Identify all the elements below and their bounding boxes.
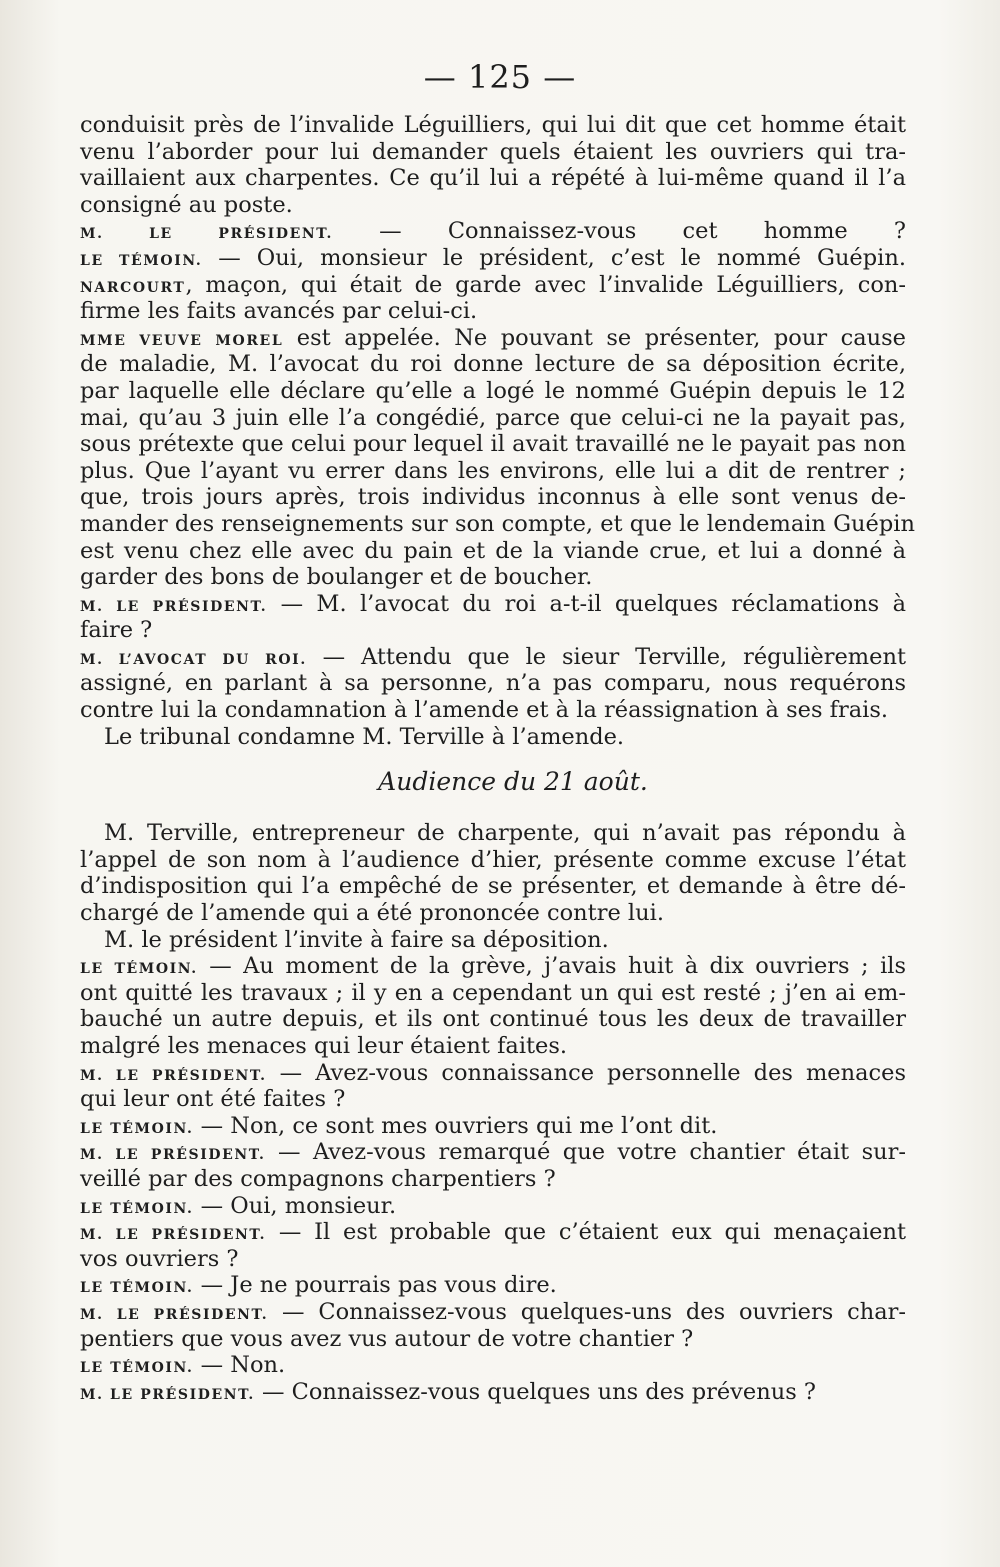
line-text: par laquelle elle déclare qu’elle a logé le nommé Guépin depuis le 12	[80, 377, 906, 404]
line-text: mai, qu’au 3 juin elle l’a congédié, parce que celui-ci ne la payait pas,	[80, 404, 906, 431]
line-text: consigné au poste.	[80, 191, 293, 218]
text-line	[80, 670, 906, 697]
line-text: — Connaissez-vous quelques-uns des ouvriers char-	[268, 1298, 906, 1325]
text-line	[80, 192, 906, 219]
speaker-label: M. LE PRÉSIDENT.	[80, 1386, 255, 1403]
line-text: — Au moment de la grève, j’avais huit à dix ouvriers ; ils	[197, 953, 907, 980]
line-text: malgré les menaces qui leur étaient faites.	[80, 1033, 568, 1059]
text-line	[80, 245, 906, 272]
text-line	[80, 1033, 906, 1060]
text-line	[80, 431, 906, 458]
text-line	[80, 1086, 906, 1113]
text-line	[80, 617, 906, 644]
text-line	[80, 1299, 906, 1326]
text-line	[80, 724, 906, 751]
speaker-label: LE TÉMOIN.	[80, 1120, 194, 1137]
line-text: — M. l’avocat du roi a-t-il quelques réclamations à	[267, 590, 906, 617]
line-text: — Non, ce sont mes ouvriers qui me l’ont dit.	[193, 1112, 718, 1139]
line-text: venu l’aborder pour lui demander quels étaient les ouvriers qui tra-	[80, 138, 906, 165]
line-text: — Oui, monsieur.	[193, 1192, 397, 1219]
line-text: bauché un autre depuis, et ils ont continué tous les deux de travailler	[80, 1006, 906, 1033]
text-line	[80, 272, 906, 299]
line-text: faire ?	[80, 617, 153, 644]
line-text: d’indisposition qui l’a empêché de se présenter, et demande à être dé-	[80, 873, 906, 900]
line-text: chargé de l’amende qui a été prononcée contre lui.	[80, 900, 664, 927]
text-line	[80, 139, 906, 166]
text-line	[80, 1139, 906, 1166]
line-text: — Je ne pourrais pas vous dire.	[193, 1272, 557, 1299]
text-line	[80, 980, 906, 1007]
line-text: — Il est probable que c’étaient eux qui menaçaient	[266, 1219, 906, 1246]
line-text: garder des bons de boulanger et de boucher.	[80, 564, 593, 591]
speaker-label: LE TÉMOIN.	[80, 1280, 194, 1297]
text-line	[80, 1006, 906, 1033]
text-line	[80, 1326, 906, 1353]
text-line	[80, 218, 906, 245]
text-line	[80, 458, 906, 485]
line-text: ont quitté les travaux ; il y en a cependant un qui est resté ; j’en ai em-	[80, 979, 906, 1006]
text-line	[80, 351, 906, 378]
line-text: — Non.	[193, 1352, 286, 1379]
line-text: — Attendu que le sieur Terville, régulièrement	[306, 643, 906, 670]
line-text: vos ouvriers ?	[80, 1245, 239, 1272]
speaker-label: M. LE PRÉSIDENT.	[80, 598, 268, 615]
text-line	[80, 1113, 906, 1140]
line-text: M. Terville, entrepreneur de charpente, qui n’avait pas répondu à	[104, 820, 906, 847]
line-text: est appelée. Ne pouvant se présenter, pour cause	[283, 324, 906, 351]
text-line	[80, 1166, 906, 1193]
line-text: firme les faits avancés par celui-ci.	[80, 298, 478, 325]
line-text: qui leur ont été faites ?	[80, 1086, 346, 1113]
line-text: assigné, en parlant à sa personne, n’a pas comparu, nous requérons	[80, 670, 906, 697]
speaker-label: M. L’AVOCAT DU ROI.	[80, 651, 307, 668]
text-line	[80, 953, 906, 980]
line-text: mander des renseignements sur son compte, et que le lendemain Guépin	[80, 510, 915, 537]
text-line	[80, 1219, 906, 1246]
speaker-label: LE TÉMOIN.	[80, 252, 203, 269]
speaker-label: M. LE PRÉSIDENT.	[80, 1227, 267, 1244]
text-line	[80, 378, 906, 405]
speaker-label: LE TÉMOIN.	[80, 1360, 194, 1377]
speaker-label: MME VEUVE MOREL	[80, 332, 284, 349]
speaker-label: M. LE PRÉSIDENT.	[80, 1147, 266, 1164]
text-line	[80, 405, 906, 432]
body-text	[80, 112, 915, 1405]
text-line	[80, 820, 906, 847]
text-line	[80, 1379, 906, 1406]
text-line	[80, 165, 906, 192]
text-line	[80, 325, 906, 352]
speaker-label: M. LE PRÉSIDENT.	[80, 226, 333, 243]
speaker-label: LE TÉMOIN.	[80, 961, 198, 978]
line-text: sous prétexte que celui pour lequel il avait travaillé ne le payait pas non	[80, 431, 906, 458]
line-text: de maladie, M. l’avocat du roi donne lecture de sa déposition écrite,	[80, 351, 906, 378]
line-text: pentiers que vous avez vus autour de votre chantier ?	[80, 1325, 694, 1352]
line-text: , maçon, qui était de garde avec l’invalide Léguilliers, con-	[185, 271, 906, 298]
line-text: M. le président l’invite à faire sa déposition.	[104, 926, 609, 953]
speaker-label: M. LE PRÉSIDENT.	[80, 1067, 267, 1084]
line-text: vaillaient aux charpentes. Ce qu’il lui a répété à lui-même quand il l’a	[80, 165, 906, 192]
text-line	[80, 697, 906, 724]
speaker-label: NARCOURT	[80, 279, 186, 296]
line-text: veillé par des compagnons charpentiers ?	[80, 1165, 556, 1192]
text-line	[80, 847, 906, 874]
text-line	[80, 298, 906, 325]
line-text: — Connaissez-vous cet homme ?	[332, 218, 906, 245]
text-line	[80, 538, 906, 565]
text-line	[80, 1193, 906, 1220]
line-text: — Avez-vous connaissance personnelle des menaces	[266, 1059, 906, 1086]
speaker-label: M. LE PRÉSIDENT.	[80, 1306, 269, 1323]
line-text: — Avez-vous remarqué que votre chantier était sur-	[265, 1139, 906, 1166]
text-line	[80, 1060, 906, 1087]
text-line	[80, 591, 906, 618]
text-line	[80, 484, 906, 511]
text-line	[80, 1246, 906, 1273]
line-text: — Connaissez-vous quelques uns des prévenus ?	[254, 1378, 816, 1405]
line-text: conduisit près de l’invalide Léguilliers, qui lui dit que cet homme était	[80, 112, 906, 138]
text-line	[80, 873, 906, 900]
speaker-label: LE TÉMOIN.	[80, 1200, 194, 1217]
text-line	[80, 927, 906, 954]
line-text: plus. Que l’ayant vu errer dans les environs, elle lui a dit de rentrer ;	[80, 457, 906, 484]
text-line	[80, 564, 906, 591]
line-text: est venu chez elle avec du pain et de la viande crue, et lui a donné à	[80, 537, 906, 564]
page-number: — 125 —	[423, 58, 577, 96]
text-line	[80, 644, 906, 671]
line-text: — Oui, monsieur le président, c’est le nommé Guépin.	[202, 244, 906, 271]
line-text: l’appel de son nom à l’audience d’hier, présente comme excuse l’état	[80, 846, 906, 873]
text-block-audience-21-aout	[80, 820, 906, 1405]
line-text: Le tribunal condamne M. Terville à l’amende.	[104, 723, 625, 750]
line-text: que, trois jours après, trois individus inconnus à elle sont venus de-	[80, 484, 906, 511]
text-line	[80, 1272, 906, 1299]
text-line	[80, 510, 915, 538]
section-heading: Audience du 21 août.	[378, 767, 648, 797]
text-line	[80, 1352, 906, 1379]
text-line	[80, 112, 906, 139]
line-text: contre lui la condamnation à l’amende et à la réassignation à ses frais.	[80, 697, 889, 724]
text-block-testimony-20-aout	[80, 112, 915, 750]
text-line	[80, 900, 906, 927]
